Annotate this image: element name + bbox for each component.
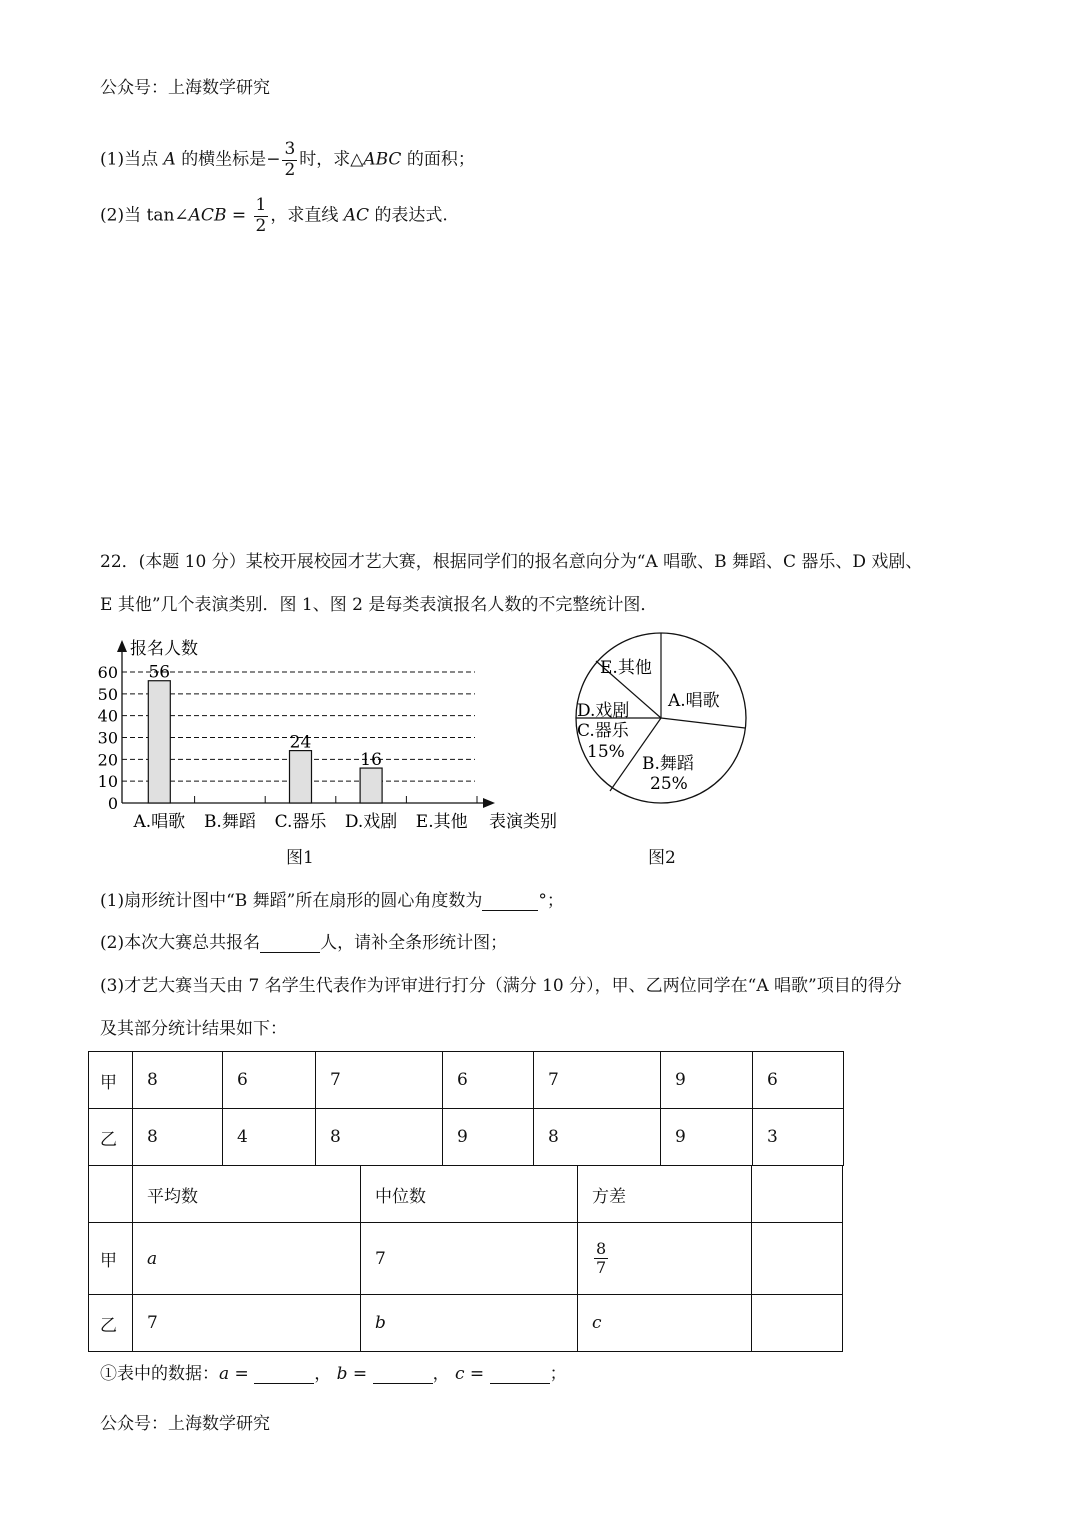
fraction-one-half <box>254 196 269 236</box>
var-c: c <box>592 1313 602 1333</box>
bar-1 <box>148 681 170 803</box>
text-seg: 人，请补全条形统计图； <box>320 933 508 953</box>
x-tick-label: A.唱歌 <box>133 812 186 832</box>
row-name: 甲 <box>89 1223 133 1295</box>
minus-sign: − <box>266 149 281 170</box>
y-axis-arrow <box>117 640 127 652</box>
pie-label-e: E.其他 <box>600 658 652 678</box>
score-cell: 6 <box>223 1052 316 1109</box>
text-seg: 的横坐标是 <box>181 149 267 170</box>
text-seg: 时，求△ <box>299 149 364 170</box>
x-tick-label: C.器乐 <box>274 812 327 832</box>
q22-sub1 <box>100 893 564 911</box>
var-c: c <box>454 1364 465 1384</box>
pie-pct-c: 15% <box>587 742 625 762</box>
bar-chart-caption: 图1 <box>286 848 314 868</box>
answer-blank-b[interactable] <box>373 1366 433 1384</box>
y-tick-label: 60 <box>97 663 118 682</box>
q21-part2 <box>100 196 448 236</box>
var-acb: ACB <box>188 205 227 226</box>
empty-cell <box>752 1223 843 1295</box>
empty-cell <box>752 1295 843 1352</box>
median-cell <box>361 1295 578 1352</box>
pie-label-c: C.器乐 <box>577 721 629 741</box>
answer-blank-a[interactable] <box>254 1366 314 1384</box>
header-variance: 方差 <box>578 1166 752 1223</box>
equals-sign: = <box>352 1364 368 1384</box>
numerator: 1 <box>255 195 267 215</box>
header-mean: 平均数 <box>133 1166 361 1223</box>
denominator: 2 <box>284 159 296 180</box>
equals-sign: = <box>231 205 247 226</box>
x-tick-label: D.戏剧 <box>344 812 398 832</box>
text-seg: ； <box>549 1364 567 1384</box>
pie-label-b: B.舞蹈 <box>642 754 694 774</box>
var-a: A <box>163 149 176 170</box>
variance-cell <box>578 1295 752 1352</box>
x-tick-label: E.其他 <box>415 812 468 832</box>
equals-sign: = <box>234 1364 249 1384</box>
score-cell: 8 <box>133 1109 223 1166</box>
numerator: 3 <box>284 139 296 159</box>
x-tick-label: B.舞蹈 <box>203 812 256 832</box>
bar-value-label: 24 <box>289 732 312 753</box>
answer-blank[interactable] <box>260 935 320 953</box>
pie-slice-boundary <box>661 718 745 728</box>
y-tick-label: 40 <box>97 706 118 726</box>
median-cell: 7 <box>361 1223 578 1295</box>
text-seg: ①表中的数据： <box>100 1364 219 1384</box>
text-seg: 的表达式. <box>374 205 448 226</box>
table-row <box>89 1052 844 1109</box>
var-abc: ABC <box>363 149 402 170</box>
score-cell: 8 <box>133 1052 223 1109</box>
table-row <box>89 1295 843 1352</box>
score-cell: 9 <box>443 1109 534 1166</box>
empty-cell <box>752 1166 843 1223</box>
score-cell: 7 <box>316 1052 443 1109</box>
score-cell: 9 <box>661 1052 753 1109</box>
pie-pct-b: 25% <box>650 774 688 794</box>
numerator: 8 <box>596 1238 607 1258</box>
score-cell: 3 <box>753 1109 844 1166</box>
bar-4 <box>360 768 382 803</box>
q22-line1: 22．(本题 10 分）某校开展校园才艺大赛，根据同学们的报名意向分为“A 唱歌、B 舞蹈、C 器乐、D 戏剧、 <box>100 552 923 572</box>
pie-label-d: D.戏剧 <box>577 701 630 721</box>
mean-cell <box>133 1223 361 1295</box>
var-a: a <box>147 1248 158 1269</box>
text-seg: ， <box>432 1364 450 1384</box>
stats-table <box>88 1165 843 1352</box>
q22-sub3-line1: (3)才艺大赛当天由 7 名学生代表作为评审进行打分（满分 10 分），甲、乙两位同学在“A 唱歌”项目的得分 <box>100 976 902 996</box>
var-b: b <box>336 1364 348 1384</box>
text-seg: ， <box>314 1364 332 1384</box>
score-cell: 6 <box>443 1052 534 1109</box>
pie-chart-caption: 图2 <box>648 848 676 868</box>
text-seg: (2)本次大赛总共报名 <box>100 933 261 953</box>
y-tick-label: 20 <box>97 750 118 770</box>
header-median: 中位数 <box>361 1166 578 1223</box>
row-name: 乙 <box>89 1109 133 1166</box>
score-cell: 9 <box>661 1109 753 1166</box>
answer-blank[interactable] <box>482 893 538 911</box>
text-seg: ，求直线 <box>270 205 339 226</box>
x-axis-arrow <box>483 798 495 808</box>
row-name: 乙 <box>89 1295 133 1352</box>
bar-chart <box>80 630 580 870</box>
equals-sign: = <box>469 1364 485 1384</box>
table-row <box>89 1166 843 1223</box>
page-header: 公众号：上海数学研究 <box>100 78 270 98</box>
q21-part1 <box>100 140 475 180</box>
table-row <box>89 1109 844 1166</box>
answer-blank-c[interactable] <box>490 1366 550 1384</box>
pie-label-a: A.唱歌 <box>668 691 720 711</box>
score-cell: 8 <box>534 1109 661 1166</box>
scores-table <box>88 1051 844 1166</box>
y-axis-label: 报名人数 <box>130 639 198 659</box>
q22-sub2 <box>100 935 507 953</box>
fill-in-line <box>100 1366 567 1384</box>
table-row <box>89 1223 843 1295</box>
y-tick-label: 50 <box>97 684 118 704</box>
row-name: 甲 <box>89 1052 133 1109</box>
variance-cell <box>578 1223 752 1295</box>
denominator: 2 <box>255 215 267 236</box>
bar-value-label: 56 <box>148 662 171 683</box>
y-tick-label: 10 <box>97 772 118 792</box>
q22-line2: E 其他”几个表演类别．图 1、图 2 是每类表演报名人数的不完整统计图． <box>100 595 658 615</box>
fraction-eight-sevenths <box>594 1240 608 1278</box>
text-seg: 的面积； <box>406 149 475 170</box>
pie-chart <box>570 630 770 810</box>
mean-cell: 7 <box>133 1295 361 1352</box>
score-cell: 6 <box>753 1052 844 1109</box>
score-cell: 4 <box>223 1109 316 1166</box>
empty-cell <box>89 1166 133 1223</box>
bar-3 <box>290 751 312 803</box>
text-seg: (1)当点 <box>100 149 159 170</box>
var-b: b <box>375 1313 386 1333</box>
y-tick-label: 0 <box>107 794 118 813</box>
denominator: 7 <box>596 1258 607 1277</box>
fraction-three-halves <box>282 140 297 180</box>
page-footer: 公众号：上海数学研究 <box>100 1414 270 1434</box>
text-seg: (1)扇形统计图中“B 舞蹈”所在扇形的圆心角度数为 <box>100 891 483 911</box>
bar-value-label: 16 <box>360 750 382 771</box>
q22-sub3-line2: 及其部分统计结果如下： <box>100 1019 287 1039</box>
x-axis-label: 表演类别 <box>489 812 557 832</box>
var-ac: AC <box>343 205 370 226</box>
var-a: a <box>219 1364 230 1384</box>
y-tick-label: 30 <box>97 728 118 748</box>
text-seg: °； <box>538 891 564 911</box>
score-cell: 8 <box>316 1109 443 1166</box>
score-cell: 7 <box>534 1052 661 1109</box>
text-seg: (2)当 tan∠ <box>100 205 189 226</box>
